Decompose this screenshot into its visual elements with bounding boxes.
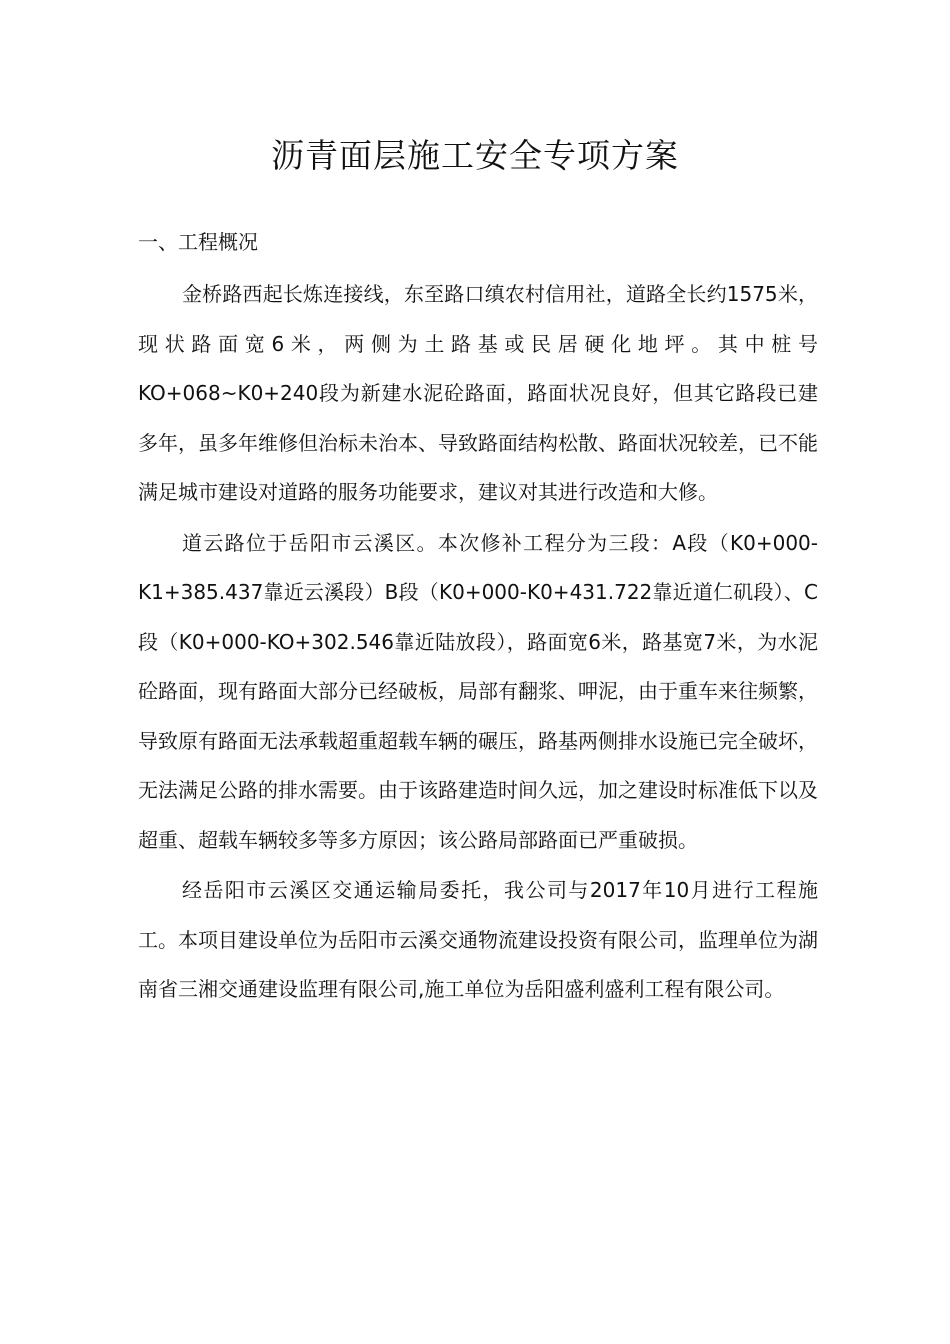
- section-heading: 一、工程概况: [138, 230, 258, 254]
- paragraph-2: 道云路位于岳阳市云溪区。本次修补工程分为三段：A段（K0+000-K1+385.437靠近云溪段）B段（K0+000-K0+431.722靠近道仁矶段）、C段（K0+000-KO+302.546靠近陆放段），路面宽6米，路基宽7米，为水泥砼路面，现有路面大部分已经破板，局部有翻浆、呷泥，由于重车来往频繁，导致原有路面无法承载超重超载车辆的碾压，路基两侧排水设施已完全破坏，无法满足公路的排水需要。由于该路建造时间久远，加之建设时标准低下以及超重、超载车辆较多等多方原因；该公路局部路面已严重破损。: [138, 530, 818, 852]
- paragraph-1: 金桥路西起长炼连接线，东至路口缜农村信用社，道路全长约1575米，现状路面宽6米，两侧为土路基或民居硬化地坪。其中桩号KO+068~K0+240段为新建水泥砼路面，路面状况良好，但其它路段已建多年，虽多年维修但治标未治本、导致路面结构松散、路面状况较差，已不能满足城市建设对道路的服务功能要求，建议对其进行改造和大修。: [138, 282, 818, 504]
- document-title: 沥青面层施工安全专项方案: [271, 136, 679, 175]
- document-body: [138, 222, 818, 1016]
- paragraph-3: 经岳阳市云溪区交通运输局委托，我公司与2017年10月进行工程施工。本项目建设单位为岳阳市云溪交通物流建设投资有限公司，监理单位为湖南省三湘交通建设监理有限公司,施工单位为岳阳盛利盛利工程有限公司。: [138, 878, 818, 1001]
